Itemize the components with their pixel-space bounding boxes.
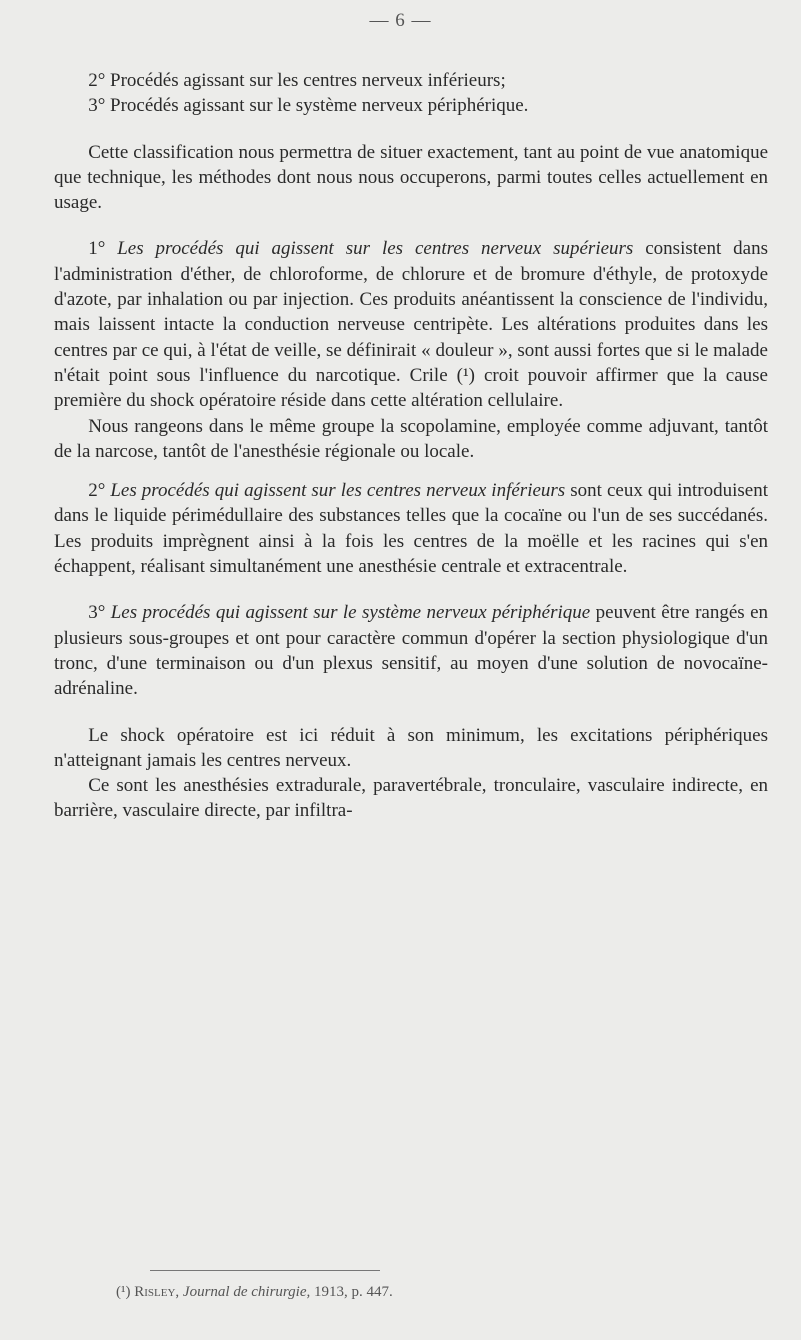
list-item-2: 2° Procédés agissant sur les centres nerveux inférieurs; — [88, 70, 506, 91]
section-3-body: peuvent être rangés en plusieurs sous-groupes et ont pour caractère commun d'opérer la section physiologique d'un tronc, d'une terminaison ou d'un plexus sensitif, au moyen d'une solution de novocaïne-adrénaline. — [54, 602, 769, 700]
footnote — [116, 1284, 393, 1301]
section-2-paragraph — [54, 478, 768, 579]
page-number: — 6 — — [369, 10, 432, 31]
footnote-rule — [150, 1270, 380, 1271]
section-1-paragraph — [54, 236, 768, 413]
footnote-marker: (¹) — [116, 1284, 131, 1300]
conclusion-paragraph-2: Ce sont les anesthésies extradurale, paravertébrale, tronculaire, vasculaire indirecte, en barrière, vasculaire directe, par infiltra- — [54, 775, 768, 822]
footnote-ref: 1913, p. 447. — [314, 1284, 393, 1300]
footnote-journal: Journal de chirurgie, — [182, 1284, 311, 1300]
section-1-title: Les procédés qui agissent sur les centres nerveux supérieurs — [117, 238, 634, 260]
section-3-number: 3° — [88, 602, 106, 624]
section-1-paragraph-2: Nous rangeons dans le même groupe la scopolamine, employée comme adjuvant, tantôt de la narcose, tantôt de l'anesthésie régionale ou locale. — [54, 415, 768, 462]
intro-paragraph: Cette classification nous permettra de situer exactement, tant au point de vue anatomique que technique, les méthodes dont nous nous occuperons, parmi toutes celles actuellement en usage. — [54, 141, 768, 214]
conclusion-paragraph-1: Le shock opératoire est ici réduit à son minimum, les excitations périphériques n'atteignant jamais les centres nerveux. — [54, 724, 768, 771]
section-3-paragraph — [54, 600, 768, 701]
footnote-author: Risley, — [134, 1284, 180, 1300]
section-1-body: consistent dans l'administration d'éther, de chloroforme, de chlorure et de bromure d'éthyle, de protoxyde d'azote, par inhalation ou par injection. Ces produits anéantissent la conscience de l'individu, mais laissent intacte la conduction nerveuse centripète. Les altérations produites dans les centres par ce qui, à l'état de veille, se définirait « douleur », sont aussi fortes que si le malade n'était point sous l'influence du narcotique. Crile (¹) croit pouvoir affirmer que la cause première du shock opératoire réside dans cette altération cellulaire. — [54, 238, 768, 412]
section-3-title: Les procédés qui agissent sur le système nerveux périphérique — [110, 602, 591, 624]
body-text — [54, 68, 768, 824]
list-item-3: 3° Procédés agissant sur le système nerveux périphérique. — [88, 95, 529, 117]
section-2-title: Les procédés qui agissent sur les centres nerveux inférieurs — [110, 480, 566, 502]
section-1-number: 1° — [88, 238, 106, 260]
section-2-number: 2° — [88, 480, 106, 502]
section-2-body: sont ceux qui introduisent dans le liquide périmédullaire des substances telles que la cocaïne ou l'un de ses succédanés. Les produits imprègnent ainsi à la fois les centres de la moëlle et les racines qui s'en échappent, réalisant simultanément une anesthésie centrale et extracentrale. — [54, 480, 769, 578]
